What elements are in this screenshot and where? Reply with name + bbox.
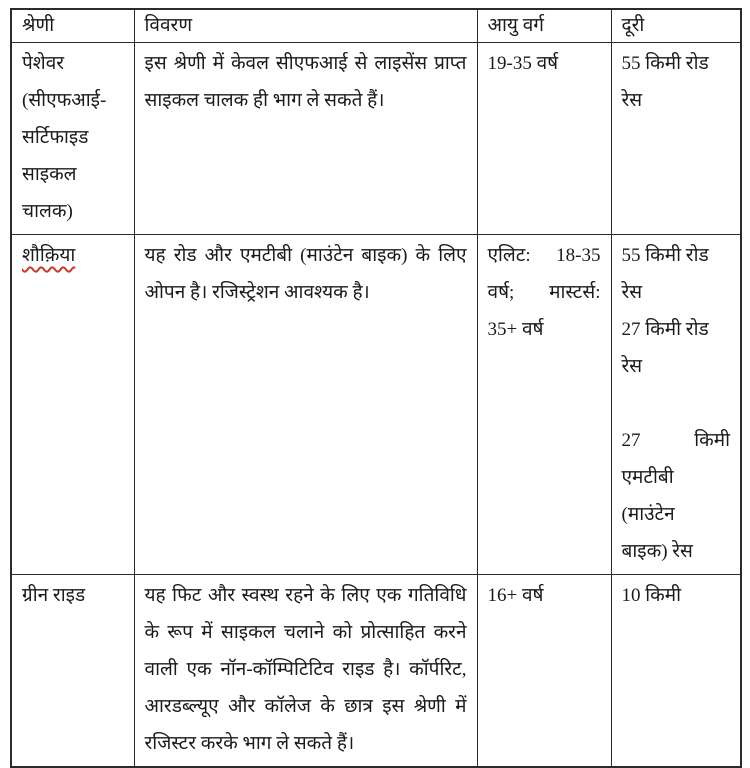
table-row-professional: [11, 43, 741, 235]
cell-line: 19-35 वर्ष: [487, 53, 559, 74]
cell-line: सर्टिफाइड: [22, 127, 89, 148]
cell-line: चालक): [22, 201, 73, 222]
cell-distance: [611, 43, 741, 235]
cell-line: 35+ वर्ष: [487, 319, 544, 340]
cell-line: ग्रीन राइड: [22, 585, 86, 606]
cell-line-blank: [622, 385, 731, 422]
header-description: [134, 9, 477, 43]
cell-line: साइकल: [22, 164, 77, 185]
cell-category: [11, 235, 134, 575]
cell-line-misspelled: शौक़िया: [22, 245, 76, 266]
cell-line: 55 किमी रोड रेस: [621, 53, 709, 111]
cell-description: [134, 235, 477, 575]
header-distance: [611, 9, 741, 43]
cell-line: 27 किमी: [621, 430, 730, 451]
cell-line: इस श्रेणी में केवल सीएफआई से लाइसेंस प्राप्त: [144, 53, 467, 74]
cell-description: [134, 43, 477, 235]
table-row-amateur: [11, 235, 741, 575]
cell-age-group: [477, 43, 611, 235]
cell-line: वाली एक नॉन-कॉम्पिटिटिव राइड है। कॉर्परिट,: [144, 659, 467, 680]
cell-line: पेशेवर: [22, 53, 65, 74]
cell-line: एलिट: 18-35: [487, 245, 601, 266]
cell-age-group: [477, 575, 611, 768]
cell-line: साइकल चालक ही भाग ले सकते हैं।: [144, 90, 385, 111]
categories-table: [10, 8, 742, 768]
header-age-group-label: आयु वर्ग: [487, 15, 544, 36]
header-description-label: विवरण: [144, 15, 193, 36]
table-row-green-ride: [11, 575, 741, 768]
header-distance-label: दूरी: [621, 15, 645, 36]
cell-line: (सीएफआई-: [22, 90, 107, 111]
cell-description: [134, 575, 477, 768]
cell-category: [11, 575, 134, 768]
cell-line: यह रोड और एमटीबी (माउंटेन बाइक) के लिए: [144, 245, 467, 266]
cell-line: 55 किमी रोड रेस: [621, 245, 709, 303]
cell-age-group: [477, 235, 611, 575]
cell-distance: [611, 575, 741, 768]
cell-line: एमटीबी (माउंटेन: [621, 467, 675, 525]
cell-line: ओपन है। रजिस्ट्रेशन आवश्यक है।: [144, 282, 370, 303]
cell-line: आरडब्ल्यूए और कॉलेज के छात्र इस श्रेणी में: [144, 696, 467, 717]
cell-line: बाइक) रेस: [621, 541, 693, 562]
cell-line: 10 किमी: [621, 585, 682, 606]
cell-line: 16+ वर्ष: [487, 585, 544, 606]
cell-line: 27 किमी रोड रेस: [621, 319, 709, 377]
cell-line: के रूप में साइकल चलाने को प्रोत्साहित करने: [144, 622, 467, 643]
cell-category: [11, 43, 134, 235]
cell-line: रजिस्टर करके भाग ले सकते हैं।: [144, 733, 355, 754]
cell-line: यह फिट और स्वस्थ रहने के लिए एक गतिविधि: [144, 585, 467, 606]
header-category-label: श्रेणी: [22, 15, 55, 36]
table-header-row: [11, 9, 741, 43]
header-age-group: [477, 9, 611, 43]
header-category: [11, 9, 134, 43]
cell-distance: [611, 235, 741, 575]
cell-line: वर्ष; मास्टर्स:: [487, 282, 601, 303]
